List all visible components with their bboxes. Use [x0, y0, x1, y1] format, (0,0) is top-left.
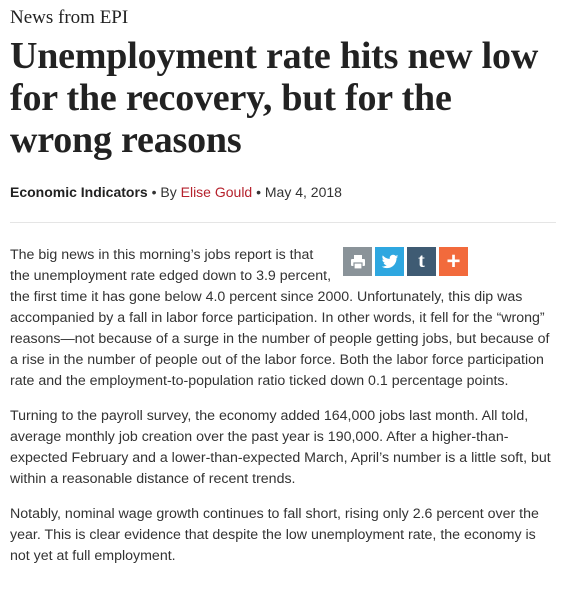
paragraph-3: Notably, nominal wage growth continues to fall short, rising only 2.6 percent over the year. This is clear evidence that despite the low unemployment rate, the economy is not yet at full employment. — [10, 506, 539, 564]
byline — [10, 183, 556, 201]
print-button[interactable] — [343, 247, 372, 276]
print-icon — [349, 253, 367, 271]
twitter-icon — [381, 254, 399, 270]
share-toolbar — [343, 247, 468, 276]
paragraph-1: The big news in this morning’s jobs report is that the unemployment rate edged down to 3.9 percent, the first time it has gone below 4.0 percent since 2000. Unfortunately, this dip was accompanied by a fall in labor force participation. In other words, it fell for the “wrong” reasons—not because of a surge in the number of people getting jobs, but because of a rise in the number of people out of the labor force. Both the labor force participation rate and the employment-to-population ratio ticked down 0.1 percentage points. — [10, 247, 550, 389]
article-container — [10, 0, 556, 581]
article-body — [10, 245, 556, 567]
paragraph-2: Turning to the payroll survey, the economy added 164,000 jobs last month. All told, average monthly job creation over the past year is 190,000. After a higher-than-expected February and a lower-than-expected March, April’s number is a little soft, but within a reasonable distance of recent trends. — [10, 408, 551, 487]
more-share-button[interactable] — [439, 247, 468, 276]
byline-separator: • By — [147, 184, 181, 200]
tumblr-button[interactable] — [407, 247, 436, 276]
kicker-label: News from EPI — [10, 7, 129, 28]
publish-date: • May 4, 2018 — [252, 184, 342, 200]
twitter-button[interactable] — [375, 247, 404, 276]
divider — [10, 222, 556, 223]
article-title: Unemployment rate hits new low for the recovery, but for the wrong reasons — [10, 35, 539, 161]
plus-icon: + — [446, 247, 461, 275]
category-link[interactable]: Economic Indicators — [10, 184, 148, 200]
tumblr-icon: t — [418, 250, 425, 272]
author-link[interactable]: Elise Gould — [180, 184, 253, 200]
